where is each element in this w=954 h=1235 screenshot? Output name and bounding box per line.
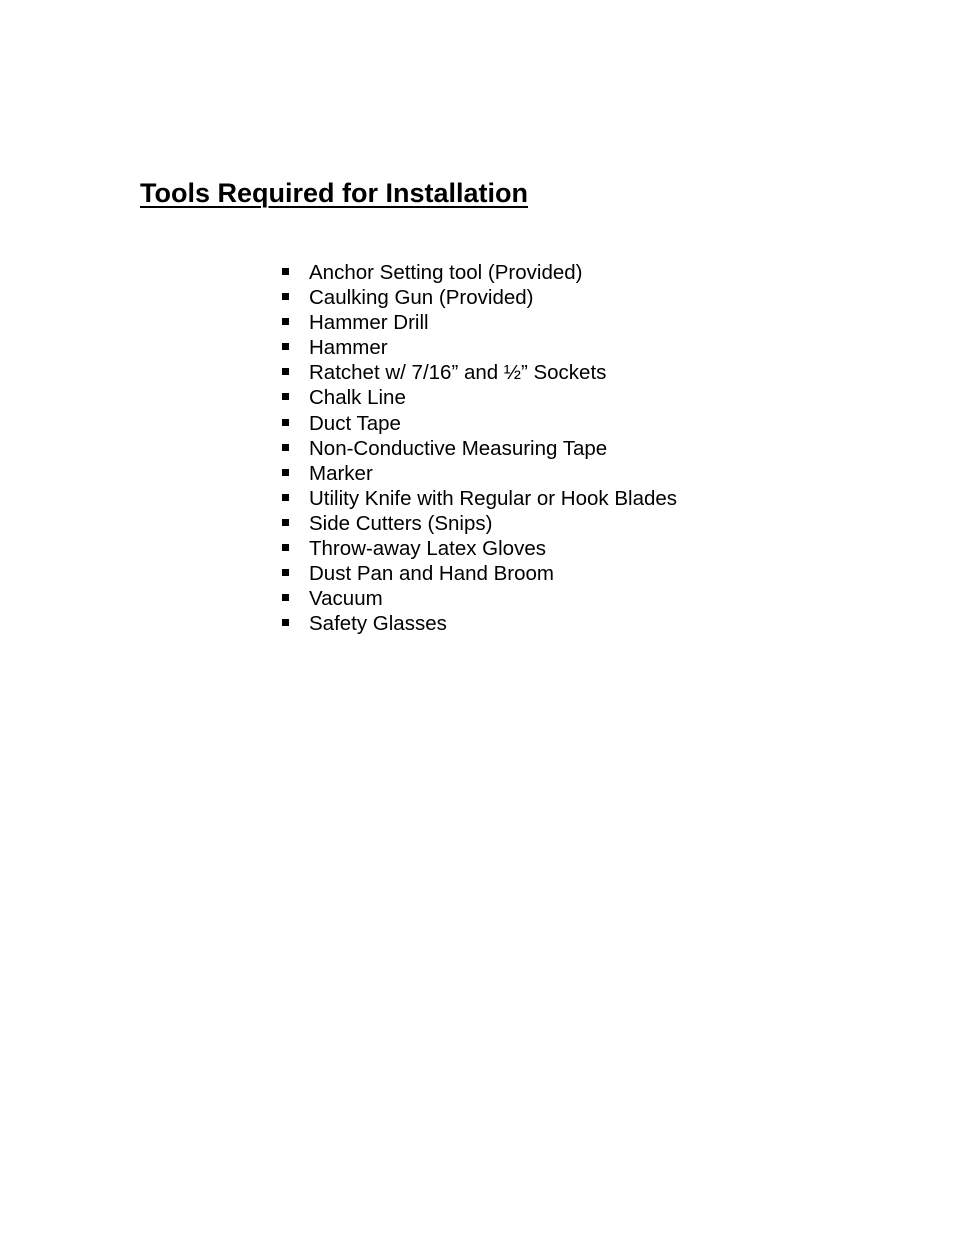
list-item-label: Duct Tape [309,411,401,435]
square-bullet-icon [282,619,289,626]
square-bullet-icon [282,368,289,375]
list-item-label: Safety Glasses [309,612,447,636]
square-bullet-icon [282,494,289,501]
list-item-label: Hammer [309,336,388,360]
list-item-label: Marker [309,461,373,485]
square-bullet-icon [282,594,289,601]
square-bullet-icon [282,393,289,400]
list-item-label: Chalk Line [309,386,406,410]
square-bullet-icon [282,444,289,451]
square-bullet-icon [282,343,289,350]
list-item-label: Ratchet w/ 7/16” and ½” Sockets [309,361,607,385]
square-bullet-icon [282,318,289,325]
square-bullet-icon [282,519,289,526]
square-bullet-icon [282,544,289,551]
list-item-label: Hammer Drill [309,311,429,335]
square-bullet-icon [282,469,289,476]
list-item-label: Non-Conductive Measuring Tape [309,436,608,460]
list-item-label: Throw-away Latex Gloves [309,537,546,561]
list-item-label: Caulking Gun (Provided) [309,286,534,310]
square-bullet-icon [282,569,289,576]
square-bullet-icon [282,293,289,300]
list-item-label: Utility Knife with Regular or Hook Blades [309,486,678,510]
list-item-label: Dust Pan and Hand Broom [309,562,554,586]
square-bullet-icon [282,268,289,275]
list-item-label: Vacuum [309,587,383,611]
list-item-label: Anchor Setting tool (Provided) [309,261,583,284]
list-item-label: Side Cutters (Snips) [309,511,493,535]
page-title: Tools Required for Installation [140,178,529,208]
square-bullet-icon [282,419,289,426]
